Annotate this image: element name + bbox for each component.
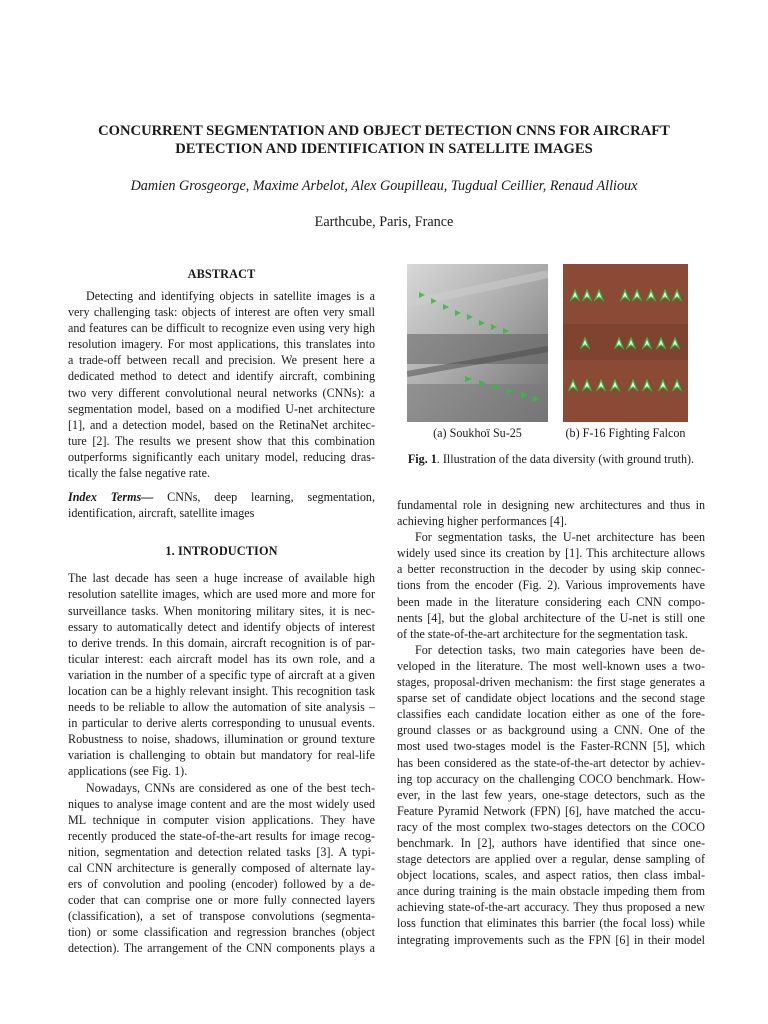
affiliation: Earthcube, Paris, France (314, 214, 454, 230)
right-paragraph-3-line: ing top accuracy on the challenging COCO benchmark. How- (397, 771, 705, 786)
right-paragraph-3-line: racy of the most complex two-stages detectors on the COCO (397, 819, 705, 834)
right-paragraph-2-line: of the state-of-the-art architecture for the segmentation task. (397, 626, 688, 641)
intro-paragraph-1-line: resolution satellite images, which are used more and more for (68, 587, 375, 602)
intro-paragraph-1-line: variation in the number of a specific type of aircraft at a given (68, 667, 375, 682)
abstract-body-line: [1], and a detection model, based on the RetinaNet architec- (68, 417, 375, 432)
right-paragraph-3-line: has been considered as the state-of-the-art detector by achiev- (397, 755, 705, 770)
index-terms (68, 489, 375, 521)
index-terms-label: Index Terms— (68, 490, 154, 505)
abstract-body-line: Detecting and identifying objects in satellite images is a (86, 289, 375, 303)
right-column (397, 497, 705, 948)
figure-label: Fig. 1 (407, 452, 437, 466)
intro-paragraph-2-line: ers of convolution and pooling (encoder) followed by a de- (68, 877, 375, 892)
right-paragraph-3 (397, 642, 705, 948)
abstract-body (68, 288, 375, 481)
intro-paragraph-2-line: detection). The arrangement of the CNN components plays a (68, 941, 375, 956)
right-paragraph-2-line: nents [4], but the global architecture of the U-net is still one (397, 610, 705, 625)
intro-paragraph-1-line: essary to automatically detect and identify objects of interest (68, 619, 375, 634)
right-paragraph-3-line: benchmark. In [2], authors have identified that since one- (397, 835, 705, 850)
abstract-body-line: ture [2]. The results we present show that this combination (68, 433, 375, 448)
right-paragraph-3-line: veloped in the literature. The most well-known uses a two- (397, 658, 705, 673)
right-paragraph-3-line: sparse set of candidate object locations and the second stage (397, 691, 705, 706)
introduction-heading: 1. INTRODUCTION (165, 544, 278, 559)
f16-scene (563, 264, 688, 422)
right-paragraph-3-line: achieving state-of-the-art accuracy. They thus proposed a new (397, 900, 705, 915)
right-paragraph-3-line: ever, in the last few years, one-stage detectors, such as the (397, 787, 705, 802)
right-paragraph-2 (397, 529, 705, 642)
intro-paragraph-1-line: applications (see Fig. 1). (68, 764, 188, 779)
intro-paragraph-1-line: variation is challenging to obtain but mandatory for real-life (68, 748, 375, 763)
abstract-body-line: segmentation model, based on a modified U-net architecture (68, 401, 375, 416)
right-paragraph-3-line: Feature Pyramid Network (FPN) [6], have matched the accu- (397, 803, 705, 818)
abstract-body-line: a trade-off between recall and precision. We present here a (68, 353, 375, 368)
intro-paragraph-1-line: location can be a highly relevant insight. This recognition task (68, 683, 375, 698)
intro-paragraph-2-line: cal CNN architecture is generally composed of alternate lay- (68, 861, 375, 875)
right-paragraph-3-line: ance during training is the main obstacle impeding them from (397, 884, 705, 899)
right-paragraph-3-line: For detection tasks, two main categories have been de- (415, 642, 705, 657)
abstract-heading: ABSTRACT (187, 267, 256, 281)
abstract-body-line: very challenging task: objects of interest are often very small (68, 305, 375, 320)
left-column (68, 264, 375, 957)
intro-paragraph-2-line: recently produced the state-of-the-art results for image recog- (68, 828, 375, 843)
abstract-body-line: resolution imagery. For most applications, this translates into (68, 337, 375, 352)
intro-paragraph-1-line: The last decade has seen a huge increase of available high (68, 571, 375, 586)
right-paragraph-3-line: classifies each candidate location either as one of the fore- (397, 707, 705, 722)
abstract-body-line: dedicated method to detect and identify aircraft, combining (68, 369, 375, 384)
right-paragraph-3-line: stages, proposal-driven mechanism: the first stage generates a (397, 675, 705, 690)
intro-paragraph-2-line: ML technique in computer vision applications. They have (68, 812, 375, 827)
intro-paragraph-1-line: in particular to derive alerts corresponding to unusual events. (68, 716, 375, 731)
right-paragraph-1 (397, 497, 705, 529)
right-paragraph-2-line: widely used since its creation by [1]. This architecture allows (397, 546, 705, 561)
intro-paragraph-2-line: (classification), a set of transpose convolutions (segmenta- (68, 909, 375, 924)
index-terms-text-1: CNNs, deep learning, segmentation, (153, 490, 375, 505)
abstract-body-line: outperforms significantly each unitary model, reducing dras- (68, 449, 375, 464)
intro-paragraph-2-line: nition, segmentation and detection related tasks [3]. A typi- (68, 844, 375, 859)
index-terms-line-1 (68, 489, 375, 505)
intro-paragraph-1-line: ticular interest: each aircraft model has its own role, and a (68, 651, 375, 666)
intro-paragraph-2-line: niques to analyse image content and are the most widely used (68, 796, 375, 811)
right-paragraph-3-line: most used two-stages model is the Faster-RCNN [5], which (397, 739, 705, 754)
right-paragraph-3-line: stage detectors are applied over a regular, dense sampling of (397, 852, 705, 867)
right-paragraph-2-line: For segmentation tasks, the U-net architecture has been (415, 530, 705, 545)
figure-caption (397, 452, 705, 467)
subcaption-b: (b) F-16 Fighting Falcon (565, 426, 686, 440)
paper-title (60, 122, 708, 158)
right-paragraph-2-line: been made in the literature considering each CNN compo- (397, 594, 705, 609)
index-terms-line-2: identification, aircraft, satellite images (68, 506, 255, 521)
figure-caption-text: . Illustration of the data diversity (with ground truth). (436, 452, 695, 466)
abstract-body-line: two very different convolutional neural networks (CNNs): a (68, 385, 375, 400)
author-list: Damien Grosgeorge, Maxime Arbelot, Alex Goupilleau, Tugdual Ceillier, Renaud Allioux (130, 178, 638, 194)
abstract-body-line: tically the false negative rate. (68, 466, 211, 481)
intro-paragraph-2-line: Nowadays, CNNs are considered as one of the best tech- (86, 780, 375, 795)
su25-scene (407, 264, 548, 422)
intro-paragraph-2-line: coder that can comprise one or more fully connected layers (68, 893, 375, 908)
intro-paragraph-1-line: surveillance tasks. When monitoring military sites, it is nec- (68, 603, 375, 618)
right-paragraph-3-line: loss function that eliminates this barrier (the focal loss) while (397, 916, 705, 931)
satellite-image-su25 (407, 264, 548, 422)
intro-paragraph-1-line: Robustness to noise, shadows, illumination or ground texture (68, 732, 375, 747)
right-paragraph-3-line: integrating improvements such as the FPN [6] in their model (397, 932, 705, 947)
intro-paragraph-1-line: to derive trends. In this domain, aircraft recognition is of par- (68, 635, 375, 650)
right-paragraph-3-line: object locations, scales, and aspect ratios, then class imbal- (397, 868, 705, 883)
intro-paragraph-1 (68, 570, 375, 779)
abstract-body-line: and features can be difficult to recognize even using very high (68, 321, 375, 336)
right-paragraph-2-line: a better reconstruction in the decoder by using skip connec- (397, 562, 705, 577)
intro-paragraph-2-line: tion) or some classification and regression branches (object (68, 925, 375, 940)
title-line-2: DETECTION AND IDENTIFICATION IN SATELLITE IMAGES (175, 141, 593, 157)
intro-paragraph-1-line: needs to be reliable to allow the automation of site analysis – (68, 700, 375, 715)
right-paragraph-2-line: tions from the encoder (Fig. 2). Various improvements have (397, 578, 705, 593)
right-paragraph-1-line: achieving higher performances [4]. (397, 514, 567, 529)
subcaption-a: (a) Soukhoï Su-25 (433, 426, 522, 440)
title-line-1: CONCURRENT SEGMENTATION AND OBJECT DETECTION CNNS FOR AIRCRAFT (98, 123, 670, 139)
intro-paragraph-2 (68, 780, 375, 957)
right-paragraph-3-line: ground classes or as background using a CNN. One of the (397, 723, 705, 738)
satellite-image-f16 (563, 264, 688, 422)
right-paragraph-1-line: fundamental role in designing new architectures and thus in (397, 498, 705, 512)
